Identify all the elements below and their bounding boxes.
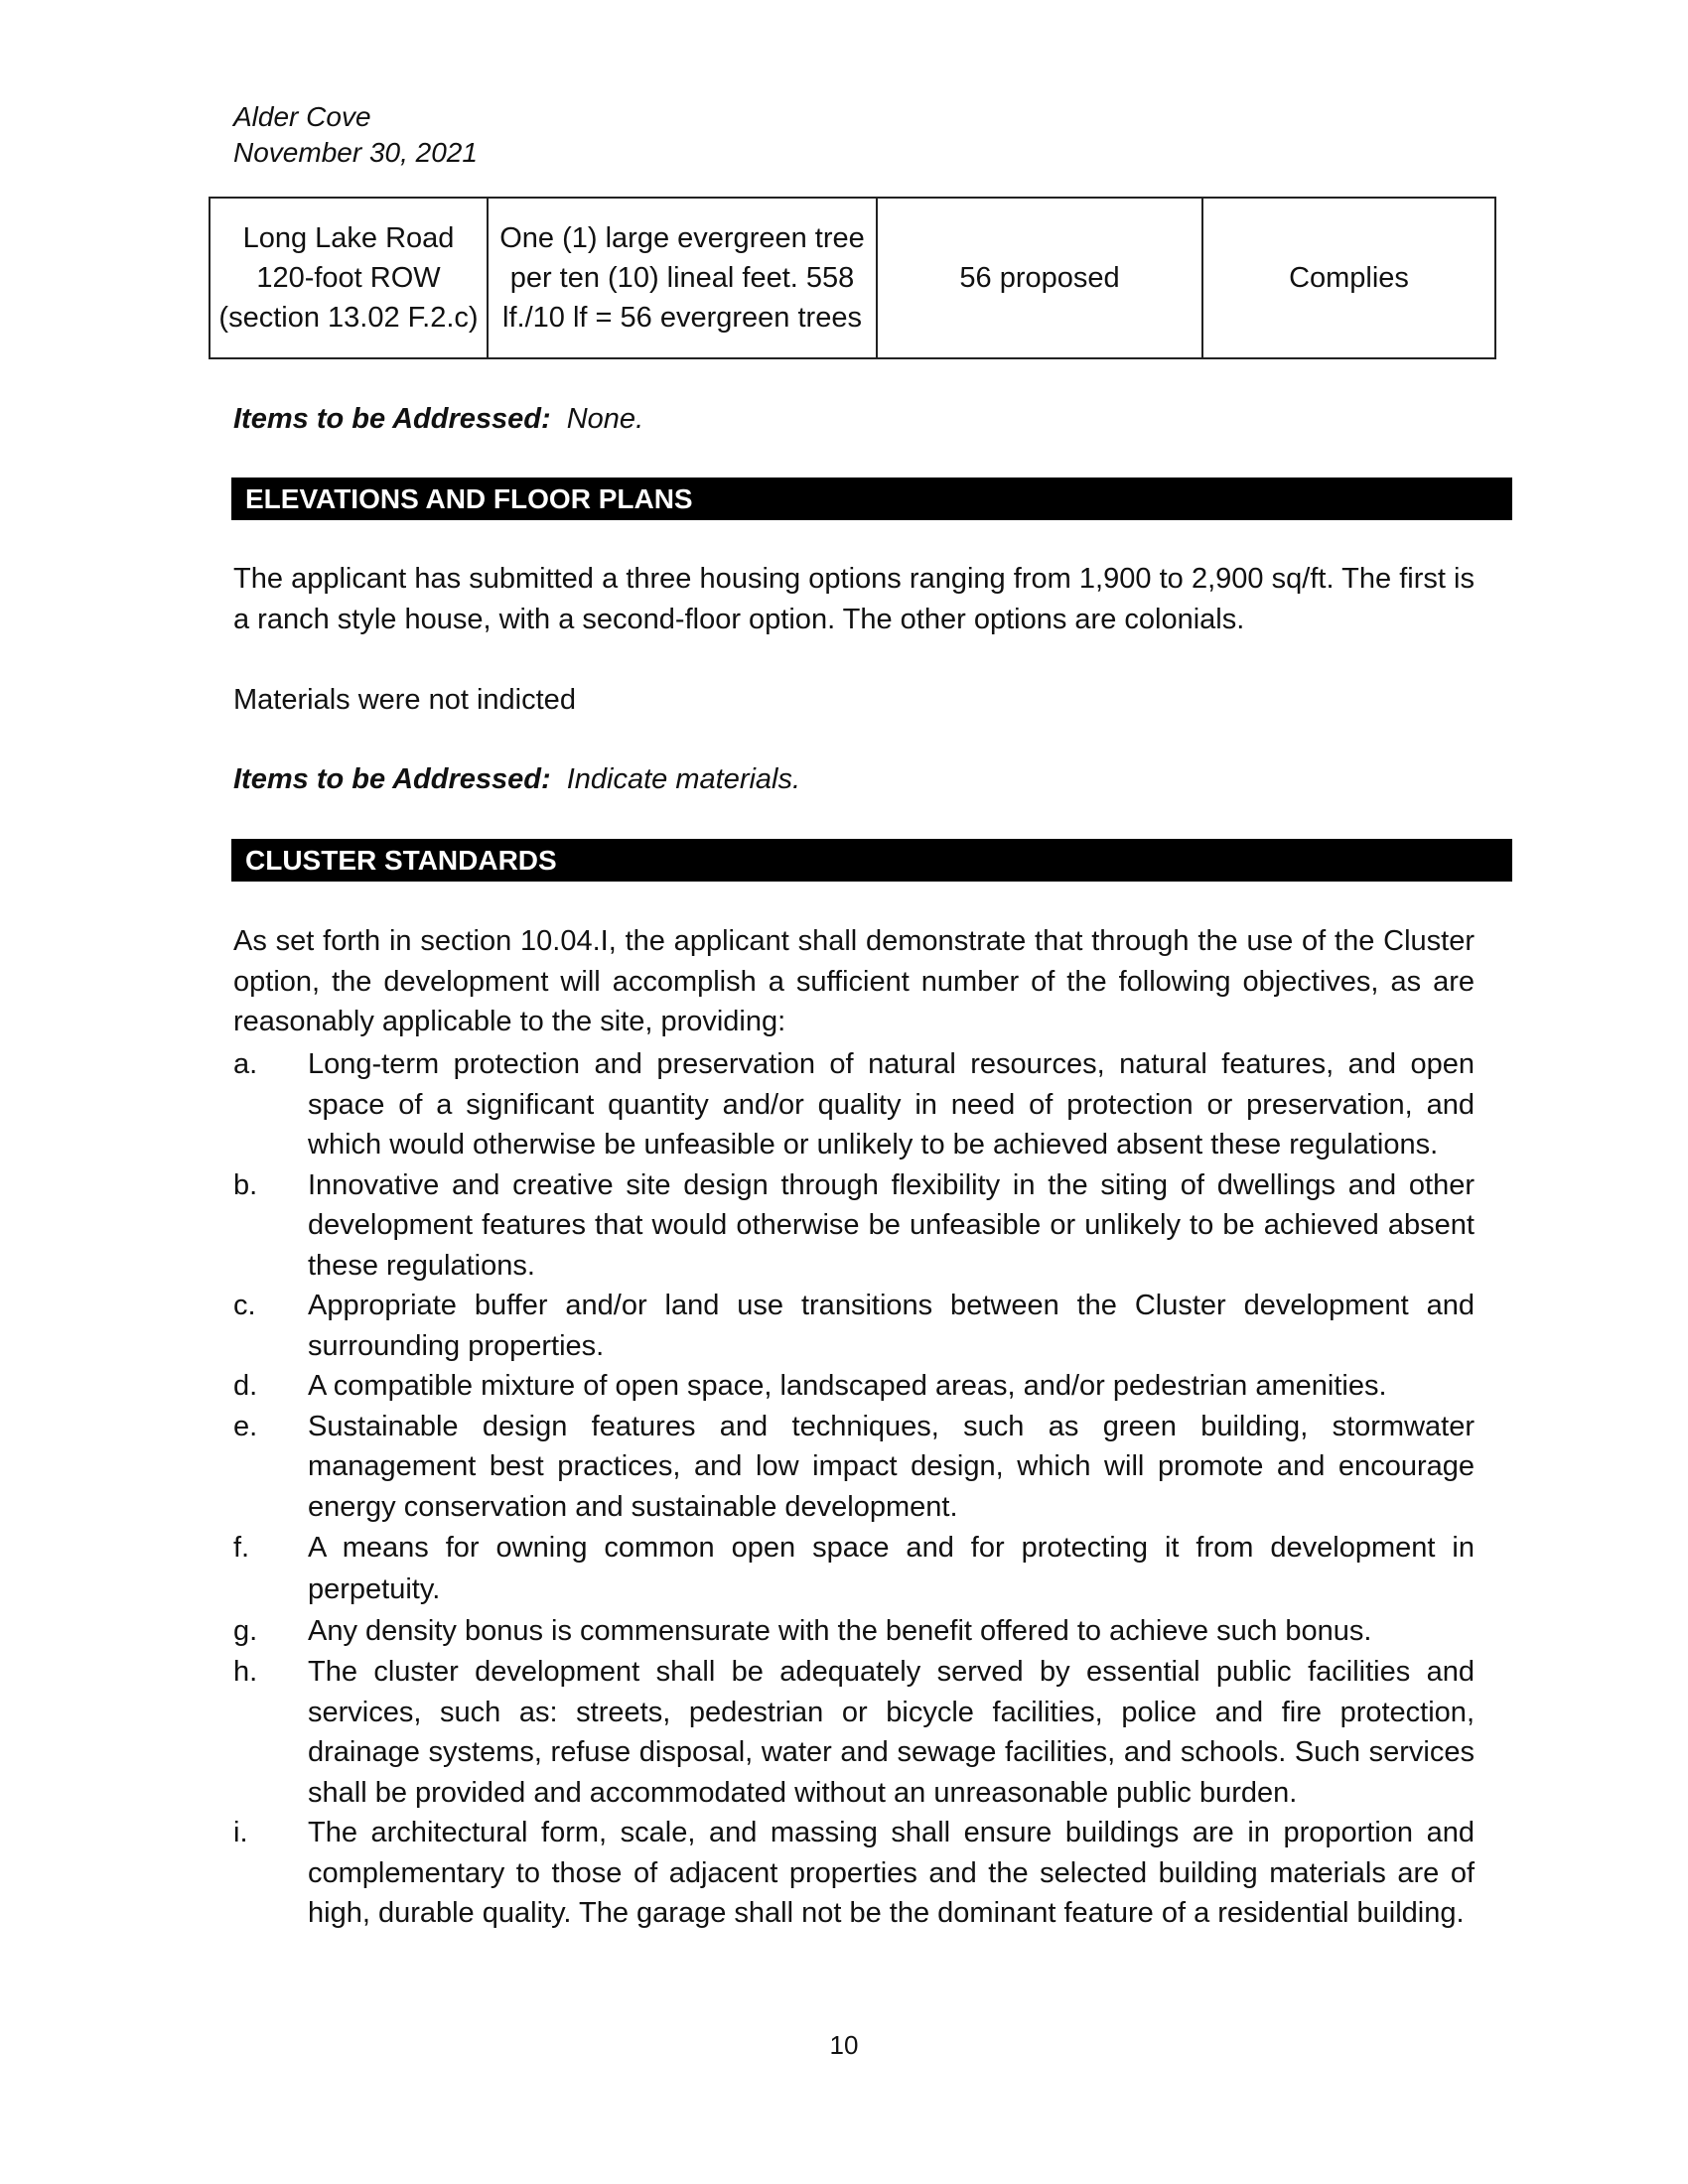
list-item-text: The architectural form, scale, and massing shall ensure buildings are in proportion and complementary to those of adjacent properties and the selected building materials are of high, durable quality. The garage shall not be the dominant feature of a residential building. <box>308 1817 1475 1929</box>
items-value: Indicate materials. <box>566 763 801 795</box>
page-number: 10 <box>829 2030 859 2060</box>
section-heading-cluster: CLUSTER STANDARDS <box>231 839 1512 882</box>
list-item <box>233 1286 1475 1366</box>
list-item-label: g. <box>233 1615 258 1647</box>
list-item-text: Innovative and creative site design through flexibility in the siting of dwellings and other development features that would otherwise be unfeasible or unlikely to be achieved absent these regulations. <box>308 1168 1475 1282</box>
list-item <box>233 1652 1475 1813</box>
list-item <box>233 1044 1475 1165</box>
items-to-be-addressed-1 <box>233 399 643 439</box>
list-item-label: h. <box>233 1656 258 1688</box>
elevations-paragraph-1: The applicant has submitted a three housing options ranging from 1,900 to 2,900 sq/ft. The first is a ranch style house, with a second-floor option. The other options are colonials. <box>233 563 1475 635</box>
list-item <box>233 1813 1475 1934</box>
list-item <box>233 1165 1475 1287</box>
table-cell-proposed: 56 proposed <box>877 198 1202 358</box>
cluster-objectives-list <box>233 1044 1475 1934</box>
items-to-be-addressed-2 <box>233 759 800 799</box>
list-item-text: Long-term protection and preservation of natural resources, natural features, and open space of a significant quantity and/or quality in need of protection or preservation, and which would otherwise be unfeasible or unlikely to be achieved absent these regulations. <box>308 1048 1475 1160</box>
list-item-text: A means for owning common open space and for protecting it from development in perpetuity. <box>308 1532 1475 1605</box>
landscape-compliance-table <box>209 197 1496 359</box>
list-item-text: A compatible mixture of open space, landscaped areas, and/or pedestrian amenities. <box>308 1370 1387 1402</box>
list-item-label: d. <box>233 1370 258 1402</box>
list-item <box>233 1610 1475 1652</box>
list-item-text: Sustainable design features and techniques, such as green building, stormwater management best practices, and low impact design, which will promote and encourage energy conservation and sustainable development. <box>308 1410 1475 1523</box>
items-label: Items to be Addressed: <box>233 763 551 795</box>
items-value: None. <box>566 403 644 435</box>
list-item-label: a. <box>233 1048 258 1080</box>
table-cell-location: Long Lake Road 120-foot ROW (section 13.02 F.2.c) <box>210 198 488 358</box>
list-item-text: The cluster development shall be adequately served by essential public facilities and services, such as: streets, pedestrian or bicycle facilities, police and fire protection, drainage systems, refuse disposal, water and sewage facilities, and schools. Such services shall be provided and accommodated without an unreasonable public burden. <box>308 1656 1475 1809</box>
list-item <box>233 1366 1475 1407</box>
section-heading-elevations: ELEVATIONS AND FLOOR PLANS <box>231 478 1512 520</box>
list-item-label: f. <box>233 1532 250 1564</box>
list-item-text: Appropriate buffer and/or land use transitions between the Cluster development and surrounding properties. <box>308 1290 1475 1362</box>
list-item-text: Any density bonus is commensurate with the benefit offered to achieve such bonus. <box>308 1615 1372 1647</box>
list-item-label: c. <box>233 1290 256 1321</box>
list-item-label: e. <box>233 1410 258 1442</box>
list-item-label: i. <box>233 1817 248 1848</box>
table-cell-requirement: One (1) large evergreen tree per ten (10) lineal feet. 558 lf./10 lf = 56 evergreen trees <box>488 198 877 358</box>
table-row <box>210 198 1495 358</box>
list-item <box>233 1407 1475 1528</box>
header-date: November 30, 2021 <box>233 137 478 168</box>
elevations-paragraph-2: Materials were not indicted <box>233 684 576 716</box>
table-cell-status: Complies <box>1202 198 1495 358</box>
items-label: Items to be Addressed: <box>233 403 551 435</box>
header-project: Alder Cove <box>233 101 371 132</box>
cluster-intro-paragraph: As set forth in section 10.04.I, the applicant shall demonstrate that through the use of the Cluster option, the development will accomplish a sufficient number of the following objectives, as are reasonably applicable to the site, providing: <box>233 925 1475 1037</box>
list-item-label: b. <box>233 1168 258 1201</box>
list-item <box>233 1527 1475 1610</box>
